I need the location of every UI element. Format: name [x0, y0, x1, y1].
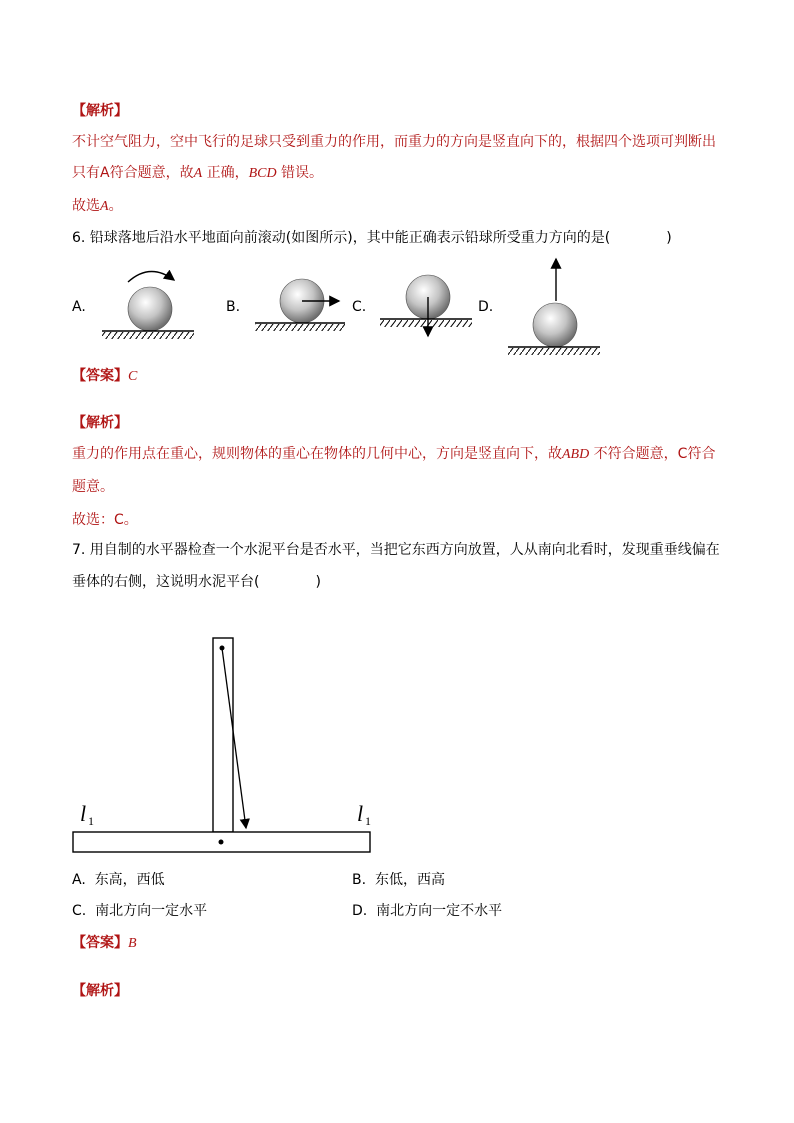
q6-figures — [0, 0, 794, 380]
q6-option-b-letter: B. — [226, 299, 241, 315]
q7-answer: 【答案】B — [72, 935, 137, 951]
q6-analysis-line-2: 题意。 — [72, 479, 114, 495]
analysis-text-line-2: 只有A符合题意，故A 正确，BCD 错误。 — [72, 165, 324, 181]
q7-level-figure — [0, 620, 794, 870]
q6-option-c-letter: C. — [352, 299, 367, 315]
q7-option-b: B. 东低，西高 — [352, 872, 445, 888]
question-7-stem-line-2: 垂体的右侧，这说明水泥平台( ) — [72, 574, 321, 590]
figure-a — [102, 271, 194, 339]
q6-analysis-label: 【解析】 — [72, 415, 128, 431]
figure-c — [380, 275, 472, 336]
q7-option-a: A. 东高，西低 — [72, 872, 165, 888]
question-7-stem-line-1: 7. 用自制的水平器检查一个水泥平台是否水平，当把它东西方向放置，人从南向北看时，发现重垂线偏在 — [72, 542, 720, 558]
question-6-stem: 6. 铅球落地后沿水平地面向前滚动(如图所示)，其中能正确表示铅球所受重力方向的是( ) — [72, 230, 672, 246]
label-left-sub: 1 — [88, 814, 94, 828]
label-right-l: l — [357, 801, 364, 826]
conclusion-text: 故选A。 — [72, 198, 123, 214]
label-right-sub: 1 — [365, 814, 371, 828]
label-left-l: l — [80, 801, 87, 826]
analysis-text-line-1: 不计空气阻力，空中飞行的足球只受到重力的作用，而重力的方向是竖直向下的，根据四个选项可判断出 — [72, 134, 716, 150]
q6-conclusion: 故选：C。 — [72, 512, 138, 528]
q7-analysis-label: 【解析】 — [72, 983, 128, 999]
q7-option-d: D. 南北方向一定不水平 — [352, 903, 503, 919]
q6-analysis-line-1: 重力的作用点在重心，规则物体的重心在物体的几何中心，方向是竖直向下，故ABD 不符合题意，C符合 — [72, 446, 716, 462]
q6-answer: 【答案】C — [72, 368, 138, 384]
q7-option-c: C. 南北方向一定水平 — [72, 903, 208, 919]
analysis-label: 【解析】 — [72, 103, 128, 119]
q6-option-d-letter: D. — [478, 299, 494, 315]
q6-option-a-letter: A. — [72, 299, 86, 315]
figure-b — [255, 279, 345, 331]
figure-d — [508, 259, 600, 355]
